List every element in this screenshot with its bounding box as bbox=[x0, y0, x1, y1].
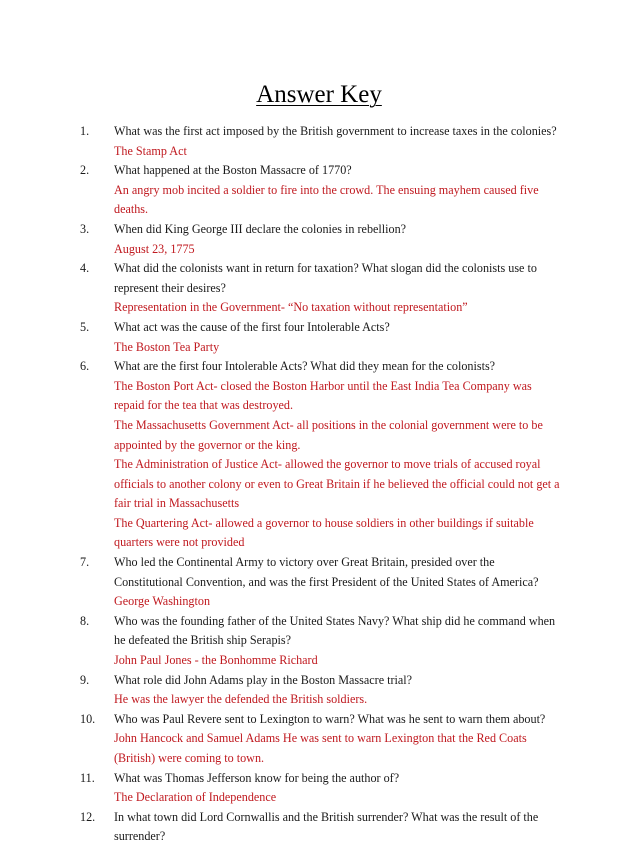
question-item bbox=[80, 612, 560, 671]
question-number: 2. bbox=[80, 163, 90, 178]
question-number: 4. bbox=[80, 261, 90, 276]
question-item bbox=[80, 710, 560, 769]
answer-text: John Paul Jones - the Bonhomme Richard bbox=[114, 653, 318, 668]
question-text: In what town did Lord Cornwallis and the British surrender? What was the result of the surrender? bbox=[114, 809, 539, 844]
question-number: 7. bbox=[80, 555, 90, 570]
answer-text: He was the lawyer the defended the British soldiers. bbox=[114, 692, 368, 707]
question-number: 12. bbox=[80, 809, 96, 824]
question-number: 3. bbox=[80, 221, 90, 236]
question-text: What was the first act imposed by the British government to increase taxes in the colonies? bbox=[114, 124, 557, 138]
question-number: 5. bbox=[80, 319, 90, 334]
answer-text: George Washington bbox=[114, 594, 211, 609]
question-text: What did the colonists want in return for taxation? What slogan did the colonists use to represent their desires? bbox=[114, 261, 537, 295]
question-text: What are the first four Intolerable Acts? What did they mean for the colonists? bbox=[114, 359, 496, 374]
answer-text: The Boston Port Act- closed the Boston Harbor until the East India Tea Company was repaid for the tea that was destroyed. bbox=[114, 378, 532, 413]
question-text: What act was the cause of the first four Intolerable Acts? bbox=[114, 319, 390, 334]
question-text: Who was the founding father of the United States Navy? What ship did he command when he defeated the British ship Serapis? bbox=[114, 613, 556, 648]
question-text: Who was Paul Revere sent to Lexington to warn? What was he sent to warn them about? bbox=[114, 711, 546, 726]
answer-text: The Administration of Justice Act- allowed the governor to move trials of accused royal officials to another colony or even to Great Britain if he believed the official could not get a fair trial in Massachusetts bbox=[114, 457, 560, 511]
question-number: 1. bbox=[80, 124, 90, 138]
question-text: What was Thomas Jefferson know for being the author of? bbox=[114, 770, 400, 785]
question-item bbox=[80, 769, 560, 808]
answer-text: Representation in the Government- “No taxation without representation” bbox=[114, 300, 468, 315]
question-number: 11. bbox=[80, 770, 95, 785]
question-item bbox=[80, 671, 560, 710]
question-number: 8. bbox=[80, 613, 90, 628]
answer-text: The Massachusetts Government Act- all positions in the colonial government were to be appointed by the governor or the king. bbox=[114, 417, 543, 452]
answer-text: August 23, 1775 bbox=[114, 241, 195, 256]
question-item bbox=[80, 808, 560, 847]
answer-text: The Stamp Act bbox=[114, 143, 187, 158]
page-title: Answer Key bbox=[256, 81, 382, 108]
question-number: 10. bbox=[80, 711, 96, 726]
question-item bbox=[80, 259, 560, 318]
question-number: 6. bbox=[80, 359, 90, 374]
answer-text: The Quartering Act- allowed a governor to house soldiers in other buildings if suitable quarters were not provided bbox=[114, 515, 534, 550]
answer-text: John Hancock and Samuel Adams He was sent to warn Lexington that the Red Coats (British) were coming to town. bbox=[114, 731, 527, 765]
question-item bbox=[80, 220, 560, 259]
question-item bbox=[80, 357, 560, 553]
question-list bbox=[80, 122, 560, 847]
question-item bbox=[80, 161, 560, 220]
question-item bbox=[80, 122, 560, 161]
question-item bbox=[80, 553, 560, 612]
question-text: Who led the Continental Army to victory over Great Britain, presided over the Constitutional Convention, and was the first President of the United States of America? bbox=[114, 555, 539, 589]
answer-text: An angry mob incited a soldier to fire into the crowd. The ensuing mayhem caused five deaths. bbox=[114, 182, 539, 217]
question-item bbox=[80, 318, 560, 357]
question-text: What role did John Adams play in the Boston Massacre trial? bbox=[114, 672, 413, 687]
answer-text: The Declaration of Independence bbox=[114, 790, 277, 805]
answer-text: The Boston Tea Party bbox=[114, 339, 220, 354]
question-text: When did King George III declare the colonies in rebellion? bbox=[114, 221, 407, 236]
question-number: 9. bbox=[80, 672, 90, 687]
question-text: What happened at the Boston Massacre of 1770? bbox=[114, 163, 352, 178]
